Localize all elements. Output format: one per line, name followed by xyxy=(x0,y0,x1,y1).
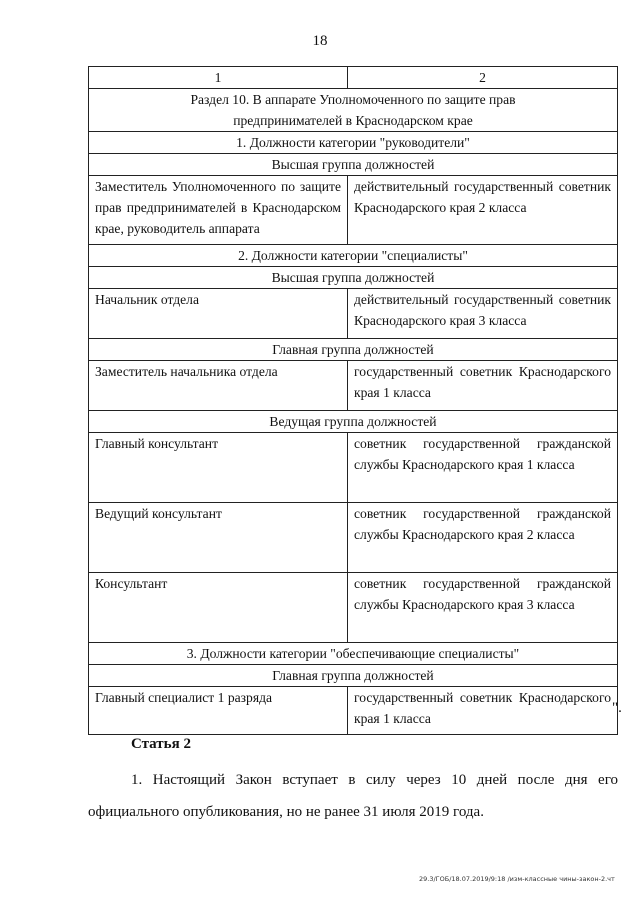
rank-cell: государственный советник Краснодарского края 1 класса xyxy=(348,361,618,411)
category-title: 3. Должности категории "обеспечивающие специалисты" xyxy=(89,643,618,665)
table-row xyxy=(89,289,618,339)
group-title: Главная группа должностей xyxy=(89,665,618,687)
position-cell: Консультант xyxy=(89,573,348,643)
rank-cell: советник государственной гражданской службы Краснодарского края 1 класса xyxy=(348,433,618,503)
rank-cell: советник государственной гражданской службы Краснодарского края 2 класса xyxy=(348,503,618,573)
table-row xyxy=(89,361,618,411)
page-number: 18 xyxy=(312,33,328,49)
position-cell: Главный консультант xyxy=(89,433,348,503)
rank-cell: действительный государственный советник Краснодарского края 3 класса xyxy=(348,289,618,339)
column-number-row xyxy=(89,67,618,89)
position-cell: Начальник отдела xyxy=(89,289,348,339)
table-row xyxy=(89,687,618,735)
table-row xyxy=(89,176,618,245)
category-title: 1. Должности категории "руководители" xyxy=(89,132,618,154)
rank-cell: действительный государственный советник Краснодарского края 2 класса xyxy=(348,176,618,245)
table-row xyxy=(89,433,618,503)
group-row xyxy=(89,267,618,289)
group-title: Главная группа должностей xyxy=(89,339,618,361)
rank-cell: государственный советник Краснодарского края 1 класса xyxy=(348,687,618,735)
group-row xyxy=(89,411,618,433)
position-cell: Главный специалист 1 разряда xyxy=(89,687,348,735)
section-title-row xyxy=(89,89,618,132)
section-title-line-2: предпринимателей в Краснодарском крае xyxy=(233,113,473,128)
group-row xyxy=(89,665,618,687)
closing-quote: ". xyxy=(612,700,622,716)
group-title: Высшая группа должностей xyxy=(89,267,618,289)
table-row xyxy=(89,503,618,573)
position-cell: Ведущий консультант xyxy=(89,503,348,573)
section-title-line-1: Раздел 10. В аппарате Уполномоченного по защите прав xyxy=(190,92,516,107)
category-title: 2. Должности категории "специалисты" xyxy=(89,245,618,267)
category-row xyxy=(89,643,618,665)
rank-cell: советник государственной гражданской службы Краснодарского края 3 класса xyxy=(348,573,618,643)
position-cell: Заместитель начальника отдела xyxy=(89,361,348,411)
group-title: Ведущая группа должностей xyxy=(89,411,618,433)
column-number-2: 2 xyxy=(348,67,618,89)
group-title: Высшая группа должностей xyxy=(89,154,618,176)
section-title xyxy=(89,89,618,132)
position-cell: Заместитель Уполномоченного по защите прав предпринимателей в Краснодарском крае, руководитель аппарата xyxy=(89,176,348,245)
article-paragraph: 1. Настоящий Закон вступает в силу через 10 дней после дня его официального опубликования, но не ранее 31 июля 2019 года. xyxy=(88,772,618,820)
footer-document-code: 29.3/ГОБ/18.07.2019/9:18 /изм-классные чины-закон-2.чт xyxy=(419,875,615,883)
column-number-1: 1 xyxy=(89,67,348,89)
rank-table xyxy=(88,66,618,735)
table-row xyxy=(89,573,618,643)
group-row xyxy=(89,154,618,176)
group-row xyxy=(89,339,618,361)
category-row xyxy=(89,132,618,154)
article-heading: Статья 2 xyxy=(131,736,191,752)
category-row xyxy=(89,245,618,267)
